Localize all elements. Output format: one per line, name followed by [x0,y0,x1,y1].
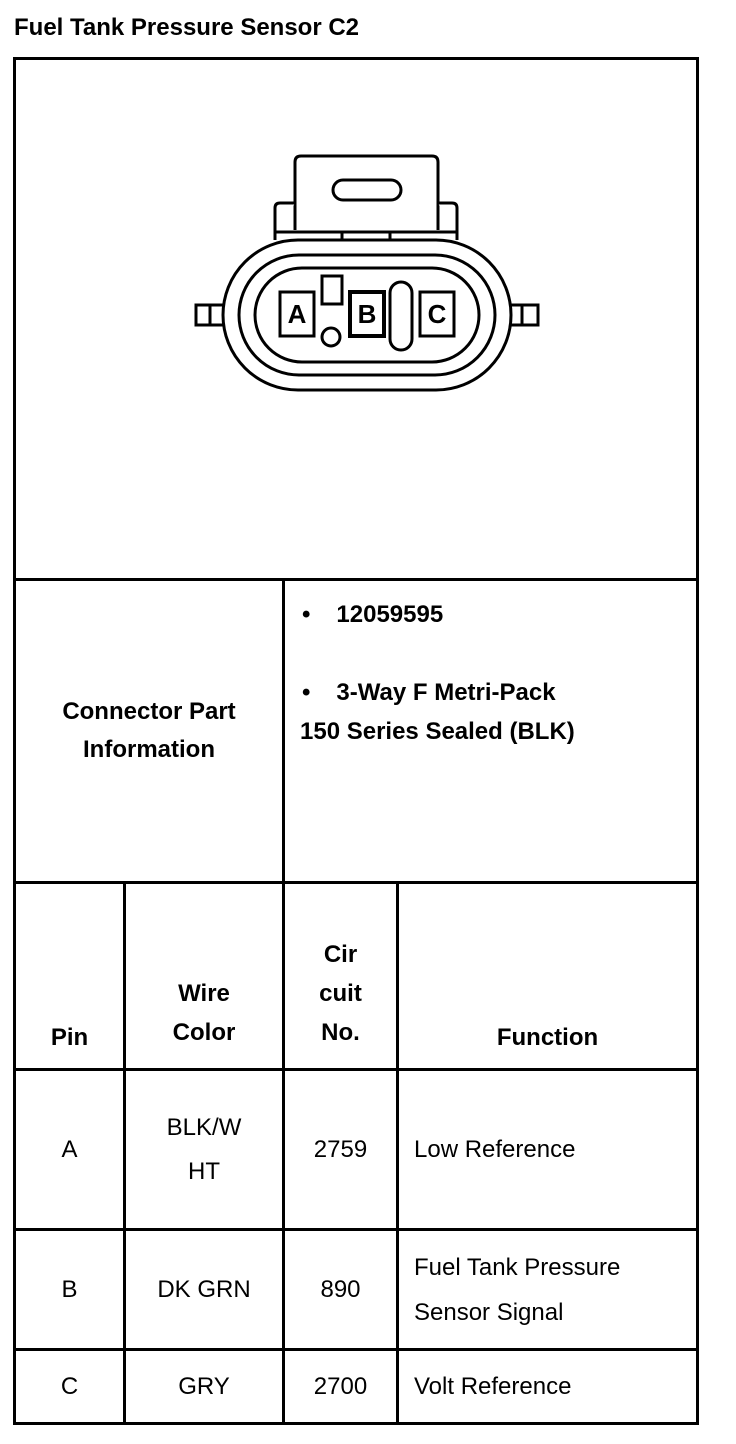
cavity-label-b: B [357,299,377,329]
circuit-cell: 2759 [313,1135,368,1163]
header-circuit-no [285,884,396,1068]
function-text: Fuel Tank Pressure [414,1253,621,1281]
header-pin: Pin [50,1024,89,1051]
pin-cell: B [61,1275,78,1303]
wire-color-text: HT [188,1157,220,1185]
header-text: Wire [178,980,230,1007]
part-info-label [16,581,282,881]
pin-cell: C [60,1372,79,1400]
part-description-line: 3-Way F Metri-Pack [336,679,556,706]
circuit-cell: 890 [320,1275,361,1303]
header-text: cuit [319,980,362,1007]
circuit-cell: 2700 [313,1372,368,1400]
pin-cell: A [61,1135,78,1163]
function-cell [399,1231,696,1348]
page-title: Fuel Tank Pressure Sensor C2 [14,14,360,41]
part-number: 12059595 [336,601,444,628]
bullet-icon: • [302,679,311,706]
part-info-label-line: Information [83,736,215,763]
header-function: Function [496,1024,599,1051]
wire-color-cell [126,1071,282,1228]
cavity-label-c: C [427,299,447,329]
bullet-icon: • [302,601,311,628]
function-cell: Volt Reference [414,1372,572,1400]
wire-color-cell: DK GRN [157,1275,251,1303]
header-wire-color [126,884,282,1068]
header-text: No. [321,1019,360,1046]
function-cell: Low Reference [414,1135,576,1163]
wire-color-text: BLK/W [166,1113,242,1141]
function-text: Sensor Signal [414,1298,564,1326]
cavity-label-a: A [287,299,307,329]
part-number-item [302,601,443,629]
connector-face-diagram [190,150,550,400]
header-text: Color [172,1019,236,1046]
part-description-line: 150 Series Sealed (BLK) [300,718,575,745]
header-text: Cir [323,941,358,968]
part-description-item [302,679,556,707]
wire-color-cell: GRY [178,1372,230,1400]
part-info-label-line: Connector Part [62,698,236,725]
